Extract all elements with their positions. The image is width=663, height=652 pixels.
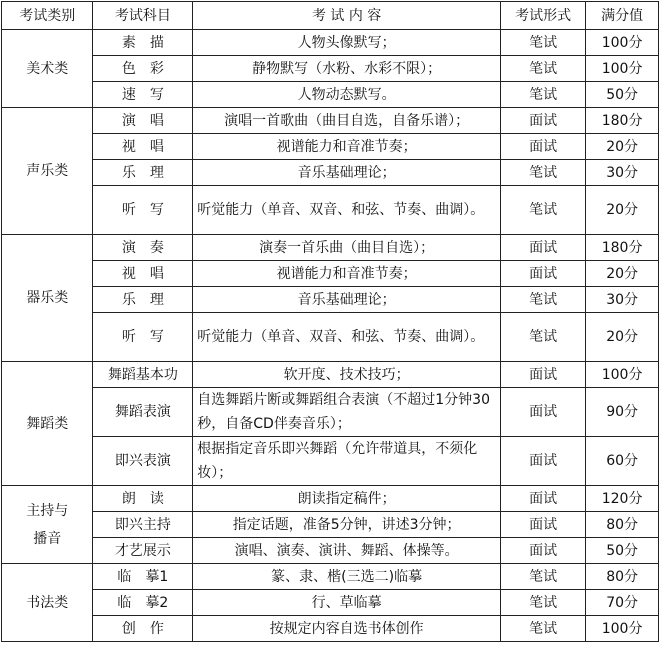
score-cell: 90分	[586, 388, 659, 437]
score-cell: 30分	[586, 287, 659, 313]
table-row	[2, 287, 659, 313]
table-row	[2, 362, 659, 388]
category-cell: 美术类	[2, 30, 93, 108]
subject-cell: 听 写	[93, 186, 193, 235]
score-cell: 20分	[586, 134, 659, 160]
subject-cell: 色 彩	[93, 56, 193, 82]
category-cell: 器乐类	[2, 235, 93, 362]
category-cell	[2, 486, 93, 564]
table-row	[2, 56, 659, 82]
form-cell: 面试	[500, 538, 585, 564]
table-row	[2, 261, 659, 287]
content-cell: 演唱一首歌曲（曲目自选，自备乐谱）；	[193, 108, 501, 134]
score-cell: 100分	[586, 56, 659, 82]
table-row	[2, 160, 659, 186]
category-cell: 书法类	[2, 564, 93, 642]
table-row	[2, 134, 659, 160]
content-cell: 软开度、技术技巧；	[193, 362, 501, 388]
table-row	[2, 512, 659, 538]
score-cell: 80分	[586, 564, 659, 590]
table-row	[2, 538, 659, 564]
form-cell: 面试	[500, 512, 585, 538]
content-cell: 行、草临摹	[193, 590, 501, 616]
table-row	[2, 30, 659, 56]
table-row	[2, 437, 659, 486]
content-cell: 听觉能力（单音、双音、和弦、节奏、曲调）。	[193, 186, 501, 235]
category-cell: 声乐类	[2, 108, 93, 235]
score-cell: 180分	[586, 108, 659, 134]
score-cell: 20分	[586, 261, 659, 287]
form-cell: 面试	[500, 437, 585, 486]
category-cell: 舞蹈类	[2, 362, 93, 486]
score-cell: 100分	[586, 362, 659, 388]
score-cell: 60分	[586, 437, 659, 486]
subject-cell: 临 摹1	[93, 564, 193, 590]
form-cell: 笔试	[500, 160, 585, 186]
score-cell: 30分	[586, 160, 659, 186]
form-cell: 笔试	[500, 564, 585, 590]
table-row	[2, 388, 659, 437]
subject-cell: 才艺展示	[93, 538, 193, 564]
score-cell: 120分	[586, 486, 659, 512]
score-cell: 180分	[586, 235, 659, 261]
score-cell: 50分	[586, 538, 659, 564]
form-cell: 笔试	[500, 30, 585, 56]
content-cell: 静物默写（水粉、水彩不限）；	[193, 56, 501, 82]
content-cell: 视谱能力和音准节奏；	[193, 134, 501, 160]
subject-cell: 速 写	[93, 82, 193, 108]
header-subject: 考试科目	[93, 2, 193, 30]
content-cell: 听觉能力（单音、双音、和弦、节奏、曲调）。	[193, 313, 501, 362]
category-line-2: 播音	[33, 530, 62, 547]
content-cell: 演唱、演奏、演讲、舞蹈、体操等。	[193, 538, 501, 564]
score-cell: 70分	[586, 590, 659, 616]
header-score: 满分值	[586, 2, 659, 30]
header-form: 考试形式	[500, 2, 585, 30]
form-cell: 笔试	[500, 186, 585, 235]
table-row	[2, 564, 659, 590]
form-cell: 面试	[500, 134, 585, 160]
table-row	[2, 590, 659, 616]
form-cell: 面试	[500, 486, 585, 512]
content-cell: 朗读指定稿件；	[193, 486, 501, 512]
content-cell: 人物头像默写；	[193, 30, 501, 56]
form-cell: 笔试	[500, 287, 585, 313]
header-content: 考 试 内 容	[193, 2, 501, 30]
content-cell: 音乐基础理论；	[193, 160, 501, 186]
score-cell: 20分	[586, 313, 659, 362]
header-row	[2, 2, 659, 30]
content-cell: 按规定内容自选书体创作	[193, 616, 501, 642]
subject-cell: 视 唱	[93, 261, 193, 287]
form-cell: 笔试	[500, 56, 585, 82]
subject-cell: 创 作	[93, 616, 193, 642]
content-cell: 指定话题，准备5分钟，讲述3分钟；	[193, 512, 501, 538]
table-row	[2, 616, 659, 642]
content-cell: 篆、隶、楷(三选二)临摹	[193, 564, 501, 590]
table-row	[2, 186, 659, 235]
score-cell: 80分	[586, 512, 659, 538]
form-cell: 面试	[500, 362, 585, 388]
form-cell: 笔试	[500, 313, 585, 362]
form-cell: 面试	[500, 261, 585, 287]
subject-cell: 即兴主持	[93, 512, 193, 538]
header-category: 考试类别	[2, 2, 93, 30]
score-cell: 100分	[586, 30, 659, 56]
content-cell: 视谱能力和音准节奏；	[193, 261, 501, 287]
subject-cell: 朗 读	[93, 486, 193, 512]
form-cell: 笔试	[500, 616, 585, 642]
content-cell: 根据指定音乐即兴舞蹈（允许带道具，不须化妆）；	[193, 437, 501, 486]
score-cell: 20分	[586, 186, 659, 235]
content-cell: 音乐基础理论；	[193, 287, 501, 313]
table-row	[2, 82, 659, 108]
score-cell: 100分	[586, 616, 659, 642]
table-row	[2, 313, 659, 362]
table-row	[2, 235, 659, 261]
form-cell: 面试	[500, 235, 585, 261]
table-row	[2, 108, 659, 134]
subject-cell: 临 摹2	[93, 590, 193, 616]
form-cell: 笔试	[500, 82, 585, 108]
score-cell: 50分	[586, 82, 659, 108]
form-cell: 笔试	[500, 590, 585, 616]
subject-cell: 舞蹈表演	[93, 388, 193, 437]
subject-cell: 听 写	[93, 313, 193, 362]
category-line-1: 主持与	[26, 502, 69, 519]
subject-cell: 演 奏	[93, 235, 193, 261]
subject-cell: 演 唱	[93, 108, 193, 134]
form-cell: 面试	[500, 388, 585, 437]
subject-cell: 乐 理	[93, 160, 193, 186]
content-cell: 演奏一首乐曲（曲目自选）；	[193, 235, 501, 261]
subject-cell: 即兴表演	[93, 437, 193, 486]
form-cell: 面试	[500, 108, 585, 134]
subject-cell: 舞蹈基本功	[93, 362, 193, 388]
table-row	[2, 486, 659, 512]
subject-cell: 乐 理	[93, 287, 193, 313]
exam-table	[1, 1, 659, 642]
subject-cell: 素 描	[93, 30, 193, 56]
subject-cell: 视 唱	[93, 134, 193, 160]
content-cell: 人物动态默写。	[193, 82, 501, 108]
content-cell: 自选舞蹈片断或舞蹈组合表演（不超过1分钟30秒，自备CD伴奏音乐）；	[193, 388, 501, 437]
